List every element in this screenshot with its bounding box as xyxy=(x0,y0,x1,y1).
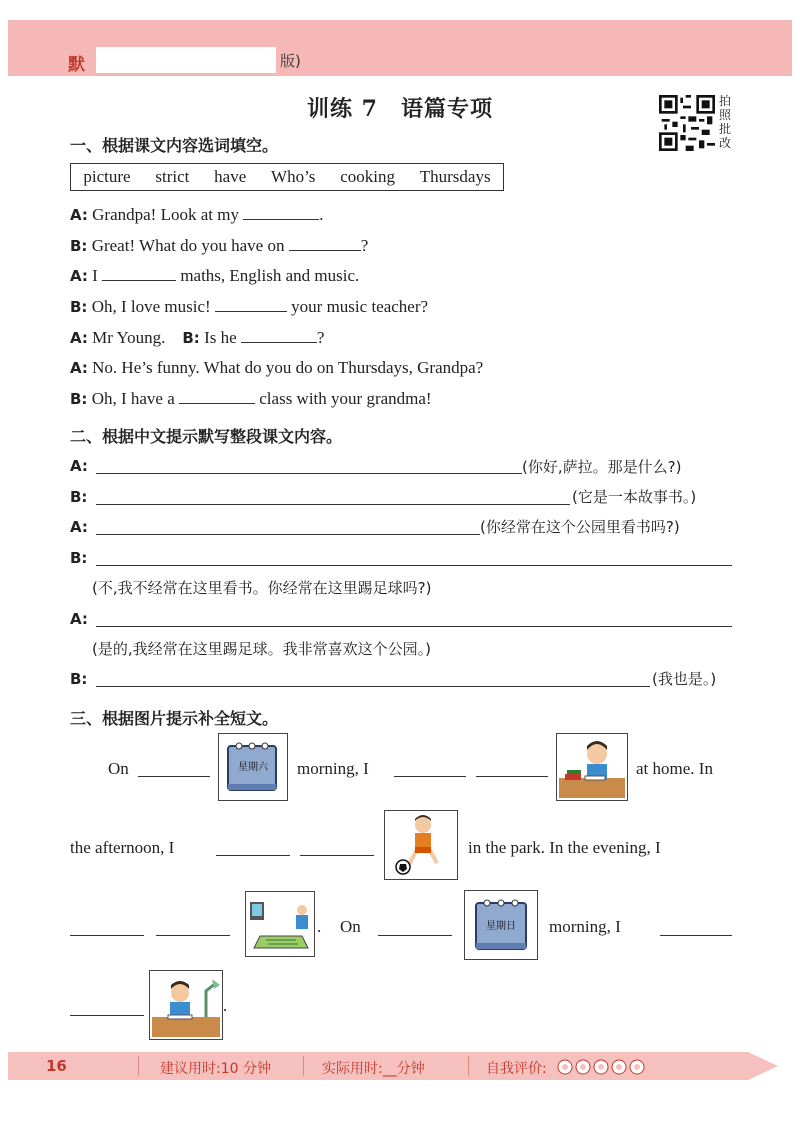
boy-reading-picture xyxy=(556,733,628,801)
boy-reading-icon xyxy=(557,734,627,800)
speaker-label: A: xyxy=(70,267,88,285)
answer-line[interactable] xyxy=(216,854,290,856)
line-text: your music teacher? xyxy=(291,297,429,316)
word-bank-item: cooking xyxy=(340,167,395,186)
line-text: . xyxy=(319,205,324,224)
qr-code-icon[interactable] xyxy=(659,95,715,151)
line-text: Mr Young. xyxy=(92,328,166,347)
speaker-label: B: xyxy=(70,237,88,255)
speaker-label: A: xyxy=(70,610,88,628)
passage-text: the afternoon, I xyxy=(70,838,175,857)
answer-blank[interactable] xyxy=(179,389,255,404)
qr-label: 拍照批改 xyxy=(719,94,732,150)
word-bank xyxy=(70,163,504,191)
answer-line[interactable] xyxy=(96,685,650,687)
answer-blank[interactable] xyxy=(241,328,317,343)
passage-text: morning, I xyxy=(549,917,621,936)
answer-line[interactable] xyxy=(96,472,522,474)
section2-heading: 二、根据中文提示默写整段课文内容。 xyxy=(70,427,343,446)
answer-blank[interactable] xyxy=(102,266,176,281)
footer-band xyxy=(8,1052,792,1080)
dialogue-line xyxy=(70,297,428,317)
passage-text: On xyxy=(108,759,129,778)
passage-text: in the park. In the evening, I xyxy=(468,838,661,857)
speaker-label: B: xyxy=(182,329,200,347)
line-text: Oh, I have a xyxy=(91,389,175,408)
dialogue-line xyxy=(70,389,432,409)
answer-line[interactable] xyxy=(660,934,732,936)
header-band xyxy=(8,20,792,76)
answer-blank[interactable] xyxy=(243,205,319,220)
line-text: ? xyxy=(360,236,369,255)
answer-line[interactable] xyxy=(394,775,466,777)
dialogue-line xyxy=(70,236,368,256)
divider xyxy=(468,1056,469,1076)
speaker-label: B: xyxy=(70,549,88,567)
word-bank-item: strict xyxy=(155,167,190,186)
speaker-label: A: xyxy=(70,457,88,475)
line-text: No. He’s funny. What do you do on Thursdays, Grandpa? xyxy=(92,358,484,377)
passage-text: at home. In xyxy=(636,759,713,778)
dialogue-line xyxy=(70,266,359,286)
answer-line[interactable] xyxy=(70,934,144,936)
dialogue-line xyxy=(70,205,323,225)
calendar-label: 星期六 xyxy=(238,762,268,773)
calendar-label: 星期日 xyxy=(486,921,516,932)
passage-text: morning, I xyxy=(297,759,369,778)
answer-blank[interactable] xyxy=(215,297,287,312)
boy-studying-icon xyxy=(150,971,222,1039)
section3-heading: 三、根据图片提示补全短文。 xyxy=(70,709,279,728)
football-player-icon xyxy=(385,811,457,879)
line-text: Great! What do you have on xyxy=(91,236,285,255)
answer-line[interactable] xyxy=(96,533,480,535)
word-bank-item: Thursdays xyxy=(419,167,491,186)
page-number: 16 xyxy=(46,1057,67,1075)
line-text: I xyxy=(92,266,98,285)
line-text: ? xyxy=(316,328,325,347)
hint-text: (你好,萨拉。那是什么?) xyxy=(522,458,682,476)
answer-line[interactable] xyxy=(156,934,230,936)
hint-text: (你经常在这个公园里看书吗?) xyxy=(480,518,680,536)
answer-line[interactable] xyxy=(96,503,570,505)
speaker-label: B: xyxy=(70,670,88,688)
section1-heading: 一、根据课文内容选词填空。 xyxy=(70,136,279,155)
line-text: Grandpa! Look at my xyxy=(92,205,239,224)
passage-text: . xyxy=(223,996,228,1015)
answer-line[interactable] xyxy=(378,934,452,936)
divider xyxy=(138,1056,139,1076)
line-text: Oh, I love music! xyxy=(91,297,211,316)
answer-blank[interactable] xyxy=(289,236,361,251)
dialogue-line xyxy=(70,358,483,378)
answer-line[interactable] xyxy=(300,854,374,856)
header-redaction xyxy=(96,47,276,73)
answer-line[interactable] xyxy=(476,775,548,777)
line-text: Is he xyxy=(204,328,237,347)
divider xyxy=(303,1056,304,1076)
speaker-label: B: xyxy=(70,488,88,506)
page-title: 训练 7 语篇专项 xyxy=(307,96,493,122)
word-bank-item: have xyxy=(214,167,247,186)
answer-line[interactable] xyxy=(138,775,210,777)
speaker-label: A: xyxy=(70,359,88,377)
actual-time: 实际用时:__分钟 xyxy=(322,1061,425,1077)
calendar-sunday-picture xyxy=(464,890,538,960)
self-evaluation: 自我评价: xyxy=(486,1061,547,1077)
hint-text: (它是一本故事书。) xyxy=(572,488,697,506)
speaker-label: B: xyxy=(70,390,88,408)
passage-text: On xyxy=(340,917,361,936)
speaker-label: B: xyxy=(70,298,88,316)
calendar-saturday-picture xyxy=(218,733,288,801)
passage-text: . xyxy=(317,917,322,936)
rating-flowers-icon[interactable] xyxy=(556,1058,648,1076)
speaker-label: A: xyxy=(70,518,88,536)
line-text: class with your grandma! xyxy=(259,389,432,408)
footer-arrow xyxy=(748,1052,778,1080)
line-text: maths, English and music. xyxy=(180,266,360,285)
boy-playing-football-picture xyxy=(384,810,458,880)
answer-line[interactable] xyxy=(70,1014,144,1016)
answer-line[interactable] xyxy=(96,564,732,566)
word-bank-item: Who’s xyxy=(271,167,316,186)
speaker-label: A: xyxy=(70,329,88,347)
header-edition: 版) xyxy=(280,52,301,70)
watching-tv-picture xyxy=(245,891,315,957)
hint-text: (我也是。) xyxy=(652,670,717,688)
boy-studying-picture xyxy=(149,970,223,1040)
speaker-label: A: xyxy=(70,206,88,224)
tv-room-icon xyxy=(246,892,314,956)
hint-text: (是的,我经常在这里踢足球。我非常喜欢这个公园。) xyxy=(92,640,431,658)
header-brand: 默 xyxy=(68,55,85,75)
hint-text: (不,我不经常在这里看书。你经常在这里踢足球吗?) xyxy=(92,579,432,597)
dialogue-line xyxy=(70,328,324,348)
word-bank-item: picture xyxy=(83,167,131,186)
answer-line[interactable] xyxy=(96,625,732,627)
suggested-time: 建议用时:10 分钟 xyxy=(160,1061,271,1077)
